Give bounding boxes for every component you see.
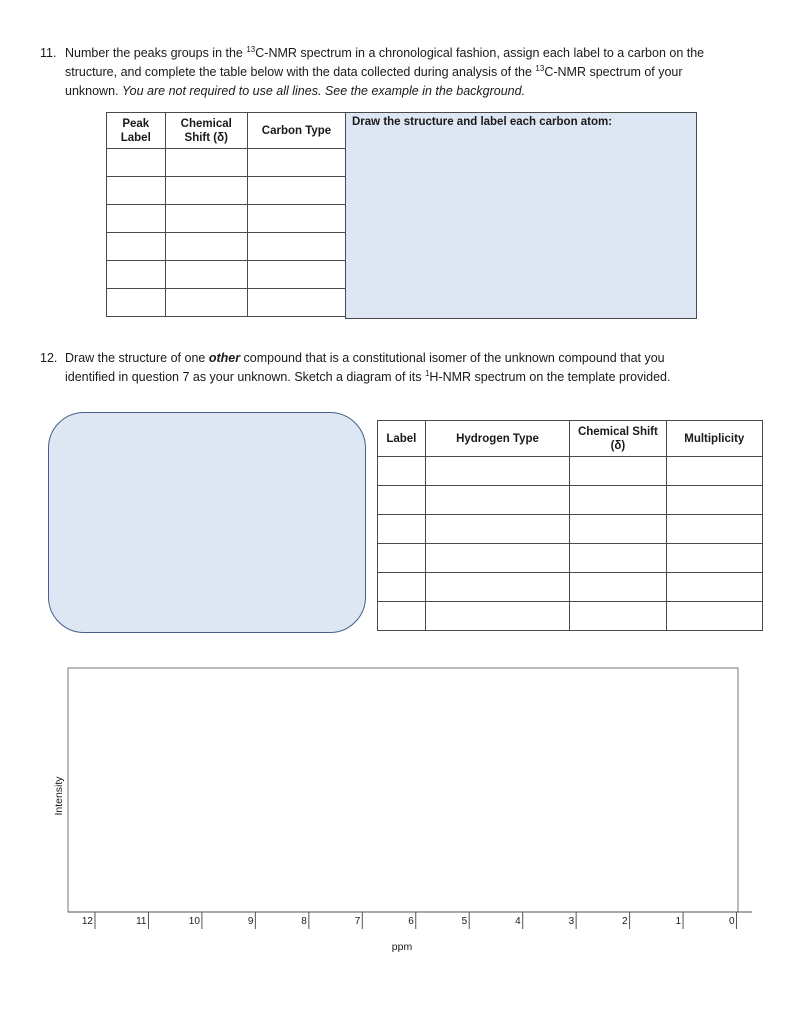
x-tick-label: 12 — [81, 916, 93, 927]
x-axis-label: ppm — [391, 941, 413, 953]
col-header-label: Label — [378, 421, 426, 457]
x-tick-label: 10 — [188, 916, 200, 927]
tick-group — [82, 912, 737, 929]
x-tick-label: 8 — [301, 916, 307, 927]
question-text: Draw the structure of one other compound that is a constitutional isomer of the unknown compound that you identified in question 7 as your unknown. Sketch a diagram of its $^1$H-NMR spectrum on the template provided. — [65, 351, 671, 384]
x-tick-label: 2 — [622, 916, 628, 927]
x-tick-label: 5 — [461, 916, 468, 927]
question-text: Number the peaks groups in the $^{13}$C-NMR spectrum in a chronological fashion, assign each label to a carbon on the structure, and complete the table below with the data collected during analysis of the $^{13}$C-NMR spectrum of your unknown. You are not required to use all lines. See the example in the background. — [65, 45, 705, 98]
col-header-multiplicity: Multiplicity — [666, 421, 762, 457]
question-number: 11. — [40, 46, 57, 60]
col-header-carbon-type: Carbon Type — [247, 113, 345, 149]
plot-area[interactable] — [68, 668, 738, 912]
x-tick-label: 11 — [136, 916, 147, 927]
col-header-chemical-shift: Chemical Shift (δ) — [165, 113, 247, 149]
col-header-hydrogen-type: Hydrogen Type — [425, 421, 570, 457]
x-tick-label: 6 — [408, 916, 414, 927]
col-header-peak-label: Peak Label — [107, 113, 166, 149]
x-tick-label: 4 — [515, 916, 521, 927]
question-number: 12. — [40, 351, 58, 365]
x-tick-label: 0 — [728, 916, 735, 927]
x-tick-label: 1 — [675, 916, 682, 927]
y-axis-label: Intensity — [53, 776, 65, 816]
x-tick-label: 7 — [354, 916, 361, 927]
col-header-chemical-shift: Chemical Shift (δ) — [570, 421, 666, 457]
drawing-area-label: Draw the structure and label each carbon atom: — [352, 116, 613, 128]
x-tick-label: 3 — [568, 916, 575, 927]
x-tick-label: 9 — [247, 916, 254, 927]
